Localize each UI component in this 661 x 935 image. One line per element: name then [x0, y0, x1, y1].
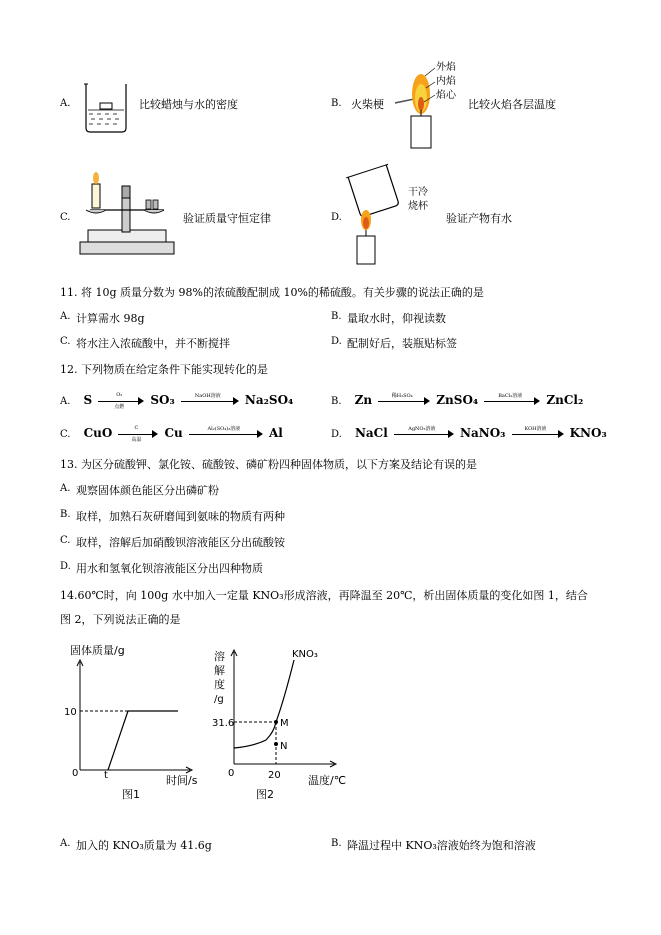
option-letter: D. — [331, 429, 342, 440]
option-letter: D. — [331, 336, 342, 347]
x-axis-label: 时间/s — [166, 774, 198, 787]
inner-flame-label: 内焰 — [436, 76, 456, 87]
chem-formula: KNO₃ — [569, 426, 607, 440]
point-n — [274, 742, 278, 746]
reaction-arrow — [118, 424, 158, 443]
chem-formula: SO₃ — [150, 393, 175, 407]
reaction-arrow — [394, 426, 454, 440]
option-letter: B. — [331, 396, 342, 407]
option-letter: A. — [60, 838, 71, 849]
chem-formula: Na₂SO₄ — [244, 393, 294, 407]
option-letter: A. — [60, 98, 71, 109]
q12-option-d — [331, 422, 607, 441]
q12-option-b — [331, 389, 583, 408]
question-stem: 12. 下列物质在给定条件下能实现转化的是 — [60, 363, 268, 376]
option-text: 计算需水 98g — [76, 312, 145, 325]
chem-formula: CuO — [83, 426, 113, 440]
y-tick-label: 10 — [64, 707, 77, 718]
x-axis-label: 温度/℃ — [308, 774, 347, 787]
x-tick-label: 20 — [268, 770, 281, 781]
chem-formula: NaCl — [354, 426, 388, 440]
reaction-arrow — [189, 426, 263, 440]
reaction-arrow — [98, 391, 144, 410]
chem-formula: ZnCl₂ — [546, 393, 584, 407]
origin-label: 0 — [228, 768, 235, 779]
reaction-arrow — [378, 393, 430, 407]
option-text: 验证质量守恒定律 — [183, 212, 271, 225]
option-letter: A. — [60, 396, 71, 407]
option-text: 加入的 KNO₃质量为 41.6g — [76, 839, 212, 852]
condition-above: 稀H₂SO₄ — [391, 392, 413, 399]
option-text: 用水和氢氧化钡溶液能区分出四种物质 — [76, 562, 263, 575]
option-letter: B. — [331, 98, 342, 109]
condition-below: 点燃 — [114, 403, 125, 410]
y-tick-label: 31.6 — [212, 718, 235, 729]
series-rise — [108, 711, 128, 770]
balance-illustration — [78, 170, 176, 258]
option-text: 取样，加熟石灰研磨闻到氨味的物质有两种 — [76, 510, 285, 523]
chem-formula: NaNO₃ — [459, 426, 506, 440]
chem-formula: S — [83, 393, 93, 407]
origin-label: 0 — [72, 768, 79, 779]
dry-beaker-candle-illustration — [340, 162, 410, 266]
cup-label-line2: 烧杯 — [408, 201, 428, 212]
chem-formula: Zn — [354, 393, 373, 407]
y-axis-label-char1: 溶 — [214, 650, 225, 663]
chem-formula: Al — [268, 426, 283, 440]
reaction-arrow — [512, 426, 564, 440]
option-letter: B. — [60, 509, 71, 520]
x-tick-label: t — [104, 770, 108, 781]
figure-caption: 图2 — [256, 788, 274, 801]
chem-formula: Cu — [164, 426, 183, 440]
outer-flame-label: 外焰 — [436, 62, 456, 73]
option-text: 配制好后，装瓶贴标签 — [347, 337, 457, 350]
option-letter: C. — [60, 429, 71, 440]
question-stem: 13. 为区分硫酸钾、氯化铵、硫酸铵、磷矿粉四种固体物质，以下方案及结论有误的是 — [60, 458, 477, 471]
question-stem: 11. 将 10g 质量分数为 98%的浓硫酸配制成 10%的稀硫酸。有关步骤的说法正确的是 — [60, 286, 484, 299]
reaction-arrow — [181, 393, 239, 407]
condition-below: 高温 — [131, 436, 142, 443]
condition-above: BaCl₂溶液 — [498, 392, 523, 399]
condition-above: NaOH溶液 — [194, 392, 221, 399]
point-m — [274, 720, 278, 724]
figure-caption: 图1 — [122, 788, 140, 801]
reaction-arrow — [484, 393, 540, 407]
option-letter: C. — [60, 535, 71, 546]
option-text: 比较蜡烛与水的密度 — [139, 98, 238, 111]
option-letter: D. — [331, 212, 342, 223]
option-text: 验证产物有水 — [446, 212, 512, 225]
flame-core-label: 焰心 — [436, 90, 456, 101]
option-text: 观察固体颜色能区分出磷矿粉 — [76, 484, 219, 497]
point-n-label: N — [280, 741, 288, 752]
option-letter: C. — [60, 212, 71, 223]
option-letter: A. — [60, 483, 71, 494]
option-letter: A. — [60, 311, 71, 322]
beaker-illustration — [82, 80, 130, 134]
option-text: 将水注入浓硫酸中，并不断搅拌 — [76, 337, 230, 350]
question-stem-line1: 14.60℃时，向 100g 水中加入一定量 KNO₃形成溶液，再降温至 20℃，析出固体质量的变化如图 1，结合 — [60, 589, 588, 602]
match-stick-label: 火柴梗 — [351, 98, 384, 111]
condition-above: C — [134, 424, 139, 431]
figure-1-chart — [60, 640, 210, 805]
option-letter: C. — [60, 336, 71, 347]
q12-option-a — [60, 389, 293, 408]
condition-above: Al₂(SO₄)₃溶液 — [207, 425, 241, 432]
curve-label: KNO₃ — [292, 649, 318, 660]
option-text: 取样，溶解后加硝酸钡溶液能区分出硫酸铵 — [76, 536, 285, 549]
y-axis-label: 固体质量/g — [70, 644, 125, 657]
option-text: 量取水时，仰视读数 — [347, 312, 446, 325]
condition-above: KOH溶液 — [524, 425, 547, 432]
option-letter: D. — [60, 561, 71, 572]
option-letter: B. — [331, 838, 342, 849]
condition-above: O₂ — [116, 391, 123, 398]
option-text: 降温过程中 KNO₃溶液始终为饱和溶液 — [347, 839, 536, 852]
y-axis-label-char4: /g — [214, 694, 224, 705]
question-stem-line2: 图 2，下列说法正确的是 — [60, 613, 181, 626]
option-text: 比较火焰各层温度 — [468, 98, 556, 111]
solubility-curve — [234, 660, 294, 748]
y-axis-label-char3: 度 — [214, 678, 225, 691]
point-m-label: M — [280, 718, 289, 729]
option-letter: B. — [331, 311, 342, 322]
cup-label-line1: 干冷 — [408, 187, 428, 198]
chem-formula: ZnSO₄ — [436, 393, 479, 407]
y-axis-label-char2: 解 — [214, 664, 225, 677]
q12-option-c — [60, 422, 283, 441]
figure-2-chart — [210, 640, 360, 805]
condition-above: AgNO₃溶液 — [408, 425, 436, 432]
